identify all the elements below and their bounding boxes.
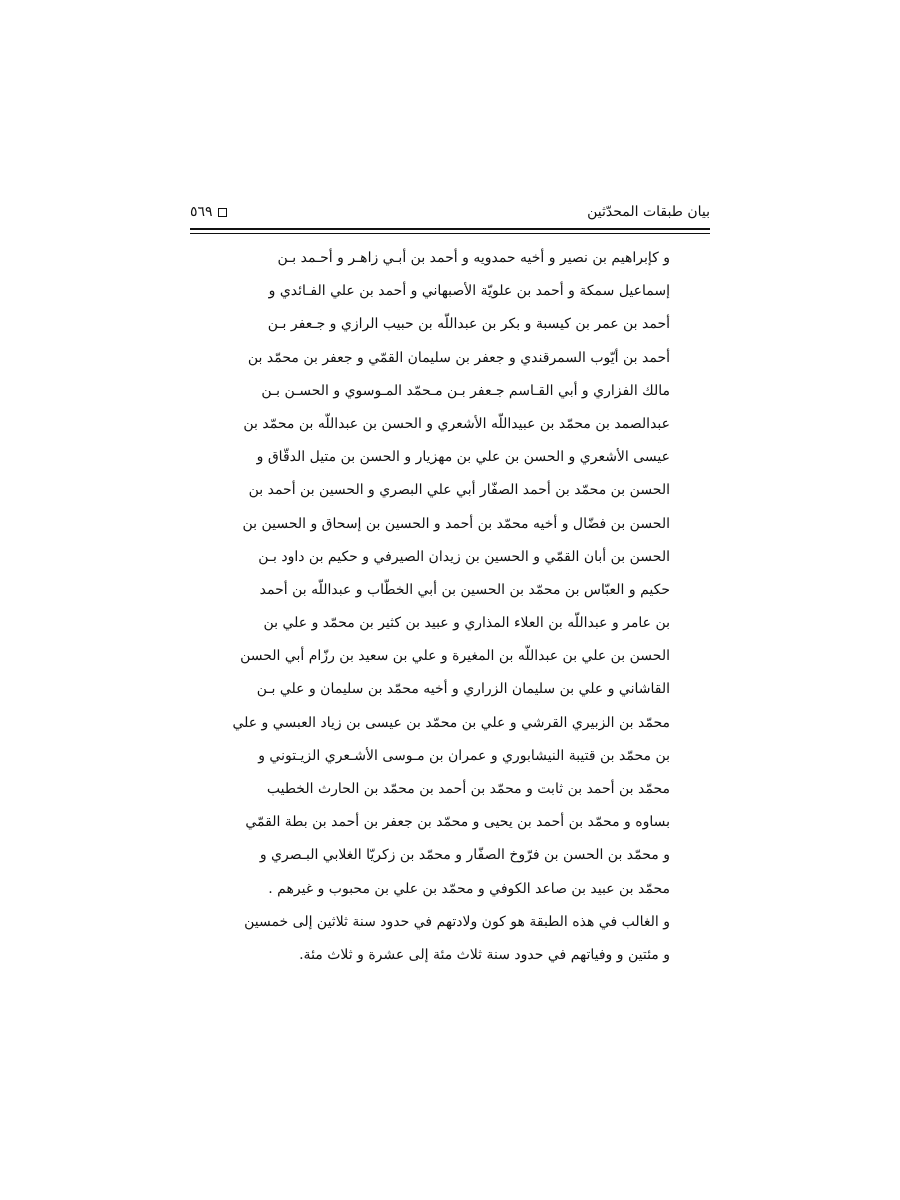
text-line: حكيم و العبّاس بن محمّد بن الحسين بن أبي الخطّاب و عبداللّه بن أحمد <box>259 581 670 598</box>
page-number: ٥٦٩ <box>190 204 213 220</box>
text-line: عيسى الأشعري و الحسن بن علي بن مهزيار و الحسن بن متيل الدقّاق و <box>256 449 670 466</box>
text-line: محمّد بن عبيد بن صاعد الكوفي و محمّد بن علي بن محبوب و غيرهم . <box>268 880 670 897</box>
text-line: الحسن بن فضّال و أخيه محمّد بن أحمد و الحسين بن إسحاق و الحسين بن <box>242 515 670 532</box>
text-line: مالك الفزاري و أبي القـاسم جـعفر بـن مـحمّد المـوسوي و الحسـن بـن <box>261 382 670 399</box>
text-line: إسماعيل سمكة و أحمد بن علويّة الأصبهاني و أحمد بن علي الفـائدي و <box>268 283 670 300</box>
body-text <box>190 242 670 972</box>
header-rule-thick <box>190 228 710 230</box>
text-line: بن محمّد بن قتيبة النيشابوري و عمران بن مـوسى الأشـعري الزيـتوني و <box>258 747 670 764</box>
text-line: و الغالب في هذه الطبقة هو كون ولادتهم في حدود سنة ثلاثين إلى خمسين <box>244 913 670 930</box>
text-line: القاشاني و علي بن سليمان الزراري و أخيه محمّد بن سليمان و علي بـن <box>256 681 670 698</box>
text-line: محمّد بن الزبيري القرشي و علي بن محمّد بن عيسى بن زياد العبسي و علي <box>232 714 670 731</box>
text-line: الحسن بن علي بن عبداللّه بن المغيرة و علي بن سعيد بن رزّام أبي الحسن <box>240 648 670 665</box>
text-line: أحمد بن عمر بن كيسبة و بكر بن عبداللّه بن حبيب الرازي و جـعفر بـن <box>267 316 670 333</box>
text-line: و محمّد بن الحسن بن فرّوخ الصفّار و محمّد بن زكريّا الغلابي البـصري و <box>259 847 670 864</box>
header-rule-thin <box>190 233 710 234</box>
running-title: بيان طبقات المحدّثين <box>587 204 710 220</box>
text-line: الحسن بن محمّد بن أحمد الصفّار أبي علي البصري و الحسين بن أحمد بن <box>248 482 670 499</box>
text-line: محمّد بن أحمد بن ثابت و محمّد بن أحمد بن محمّد بن الحارث الخطيب <box>266 781 670 797</box>
text-line: و مئتين و وفياتهم في حدود سنة ثلاث مئة إلى عشرة و ثلاث مئة. <box>299 946 670 963</box>
text-line: عبدالصمد بن محمّد بن عبيداللّه الأشعري و الحسن بن عبداللّه بن محمّد بن <box>243 415 670 432</box>
text-line: بن عامر و عبداللّه بن العلاء المذاري و عبيد بن كثير بن محمّد و علي بن <box>263 615 670 632</box>
page-number-block <box>190 202 227 222</box>
text-line: أحمد بن أيّوب السمرقندي و جعفر بن سليمان القمّي و جعفر بن محمّد بن <box>247 349 670 366</box>
text-line: بساوه و محمّد بن أحمد بن يحيى و محمّد بن جعفر بن أحمد بن بطة القمّي <box>245 814 670 831</box>
text-line: و كإبراهيم بن نصير و أخيه حمدويه و أحمد بن أبـي زاهـر و أحـمد بـن <box>277 250 670 266</box>
square-icon <box>218 208 227 217</box>
page-header <box>190 200 710 224</box>
text-line: الحسن بن أبان القمّي و الحسين بن زيدان الصيرفي و حكيم بن داود بـن <box>258 548 670 565</box>
